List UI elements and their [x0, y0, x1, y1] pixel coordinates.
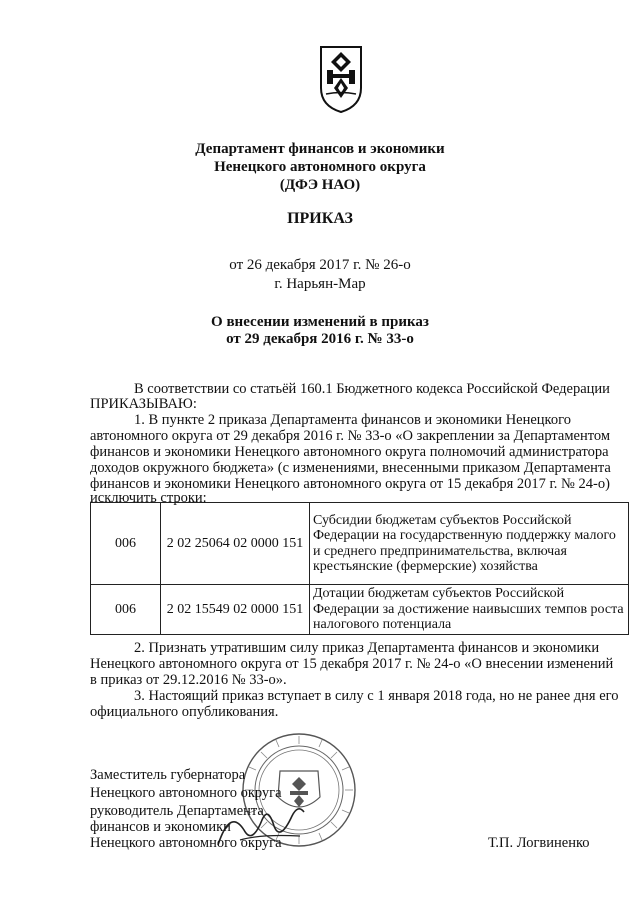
paragraph1-line: исключить строки:: [90, 490, 207, 506]
signatory-title-line: Ненецкого автономного округа: [90, 835, 282, 851]
signatory-title-line: Ненецкого автономного округа: [90, 785, 282, 801]
org-name-line1: Департамент финансов и экономики: [195, 141, 445, 157]
signatory-title-line: руководитель Департамента: [90, 803, 264, 819]
paragraph2-line: Ненецкого автономного округа от 15 декабря 2017 г. № 24-о «О внесении изменений: [90, 656, 614, 672]
signatory-name: Т.П. Логвиненко: [488, 835, 590, 851]
excluded-rows-table: [90, 502, 629, 635]
table-cell-name: Дотации бюджетам субъектов Российской Федерации за достижение наивысших темпов роста налогового потенциала: [310, 585, 629, 635]
order-word: ПРИКАЗЫВАЮ:: [90, 396, 197, 412]
table-cell-code: 006: [91, 503, 161, 585]
paragraph3-line: официального опубликования.: [90, 704, 279, 720]
doc-city: г. Нарьян-Мар: [274, 276, 366, 292]
table-cell-name: Субсидии бюджетам субъектов Российской Федерации на государственную поддержку малого и среднего предпринимательства, включая крестьянские (фермерские) хозяйства: [310, 503, 629, 585]
paragraph1-line: финансов и экономики Ненецкого автономного округа полномочий администратора: [90, 444, 609, 460]
table-cell-kbk: 2 02 25064 02 0000 151: [161, 503, 310, 585]
coat-of-arms-emblem: [318, 44, 364, 114]
org-abbreviation: (ДФЭ НАО): [279, 177, 361, 193]
table-row: [91, 503, 629, 585]
paragraph3-line: 3. Настоящий приказ вступает в силу с 1 января 2018 года, но не ранее дня его: [134, 688, 619, 704]
subject-line2: от 29 декабря 2016 г. № 33-о: [226, 331, 414, 347]
table-cell-code: 006: [91, 585, 161, 635]
signatory-title-line: финансов и экономики: [90, 819, 231, 835]
org-name-line2: Ненецкого автономного округа: [214, 159, 426, 175]
doc-date-number: от 26 декабря 2017 г. № 26-о: [229, 257, 411, 273]
paragraph1-line: автономного округа от 29 декабря 2016 г. № 33-о «О закреплении за Департаментом: [90, 428, 611, 444]
paragraph1-line: финансов и экономики Ненецкого автономного округа от 15 декабря 2017 г. № 24-о): [90, 476, 610, 492]
table-row: [91, 585, 629, 635]
paragraph1-line: 1. В пункте 2 приказа Департамента финансов и экономики Ненецкого: [134, 412, 571, 428]
doc-type-title: ПРИКАЗ: [287, 210, 353, 227]
signatory-title-line: Заместитель губернатора: [90, 767, 246, 783]
subject-line1: О внесении изменений в приказ: [211, 314, 429, 330]
paragraph2-line: в приказ от 29.12.2016 № 33-о».: [90, 672, 287, 688]
paragraph2-line: 2. Признать утратившим силу приказ Департамента финансов и экономики: [134, 640, 600, 656]
paragraph1-line: доходов окружного бюджета» (с изменениями, внесенными приказом Департамента: [90, 460, 611, 476]
intro-text: В соответствии со статьёй 160.1 Бюджетного кодекса Российской Федерации: [134, 381, 610, 397]
table-cell-kbk: 2 02 15549 02 0000 151: [161, 585, 310, 635]
